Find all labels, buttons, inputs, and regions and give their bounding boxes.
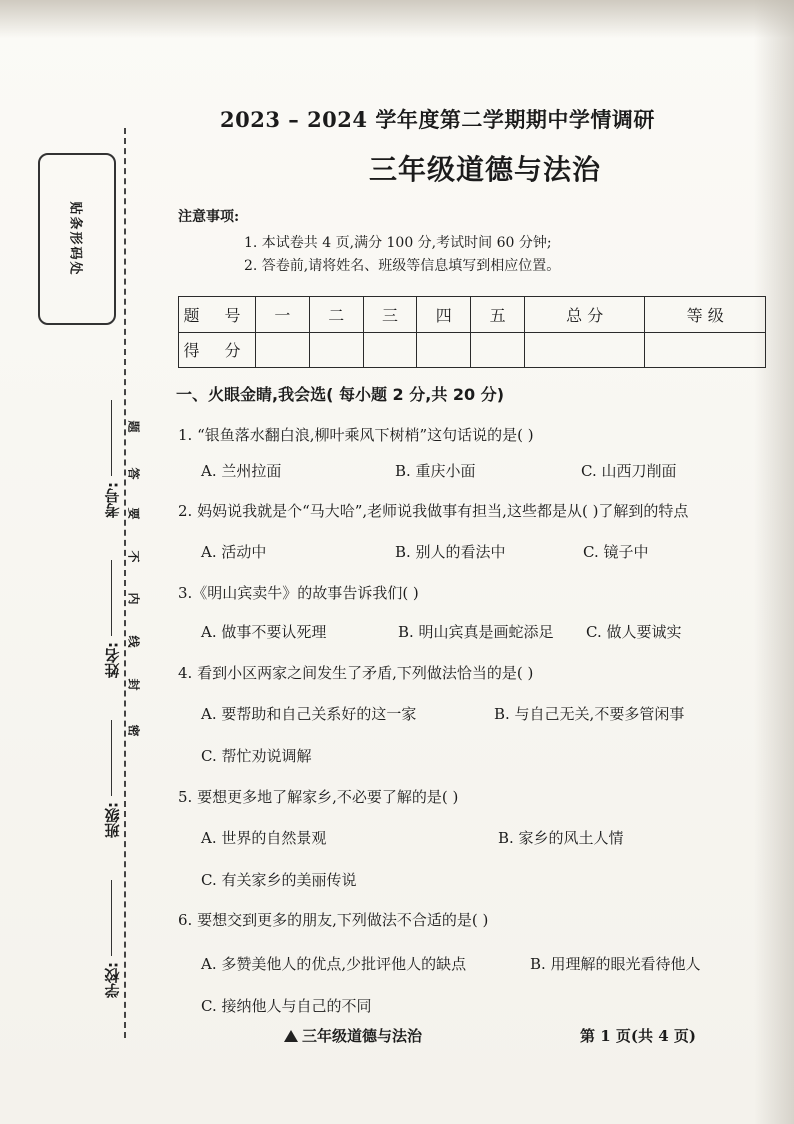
question-stem: 3.《明山宾卖牛》的故事告诉我们( ) — [178, 584, 419, 602]
answer-option[interactable]: A. 多赞美他人的优点,少批评他人的缺点 — [201, 955, 467, 973]
seal-char: 封 — [126, 678, 141, 691]
answer-option[interactable]: C. 做人要诚实 — [586, 623, 682, 641]
score-input-cell[interactable] — [363, 332, 417, 368]
score-cell: 得 分 — [179, 332, 256, 368]
exam-number-field[interactable]: 考号: — [102, 400, 122, 518]
score-cell: 二 — [309, 297, 363, 333]
score-input-cell[interactable] — [524, 332, 644, 368]
answer-option[interactable]: B. 别人的看法中 — [395, 543, 506, 561]
answer-option[interactable]: A. 做事不要认死理 — [201, 623, 327, 641]
score-input-cell[interactable] — [309, 332, 363, 368]
page-number: 第 1 页(共 4 页) — [580, 1027, 696, 1045]
score-cell: 三 — [363, 297, 417, 333]
answer-option[interactable]: B. 明山宾真是画蛇添足 — [398, 623, 554, 641]
score-cell: 题 号 — [179, 297, 256, 333]
barcode-area — [38, 153, 116, 325]
score-header-row — [179, 297, 766, 333]
score-input-cell[interactable] — [471, 332, 525, 368]
question-stem: 5. 要想更多地了解家乡,不必要了解的是( ) — [178, 788, 459, 806]
answer-option[interactable]: B. 与自己无关,不要多管闲事 — [494, 705, 685, 723]
score-cell: 等 级 — [645, 297, 766, 333]
score-table — [178, 296, 766, 368]
answer-option[interactable]: C. 帮忙劝说调解 — [201, 747, 312, 765]
score-input-cell[interactable] — [645, 332, 766, 368]
exam-title: 2023 – 2024 学年度第二学期期中学情调研 — [220, 107, 655, 132]
answer-option[interactable]: C. 镜子中 — [583, 543, 649, 561]
score-value-row — [179, 332, 766, 368]
score-cell: 总 分 — [524, 297, 644, 333]
seal-char: 密 — [126, 724, 141, 737]
answer-option[interactable]: A. 世界的自然景观 — [201, 829, 327, 847]
school-field[interactable]: 学校: — [102, 880, 122, 998]
barcode-label: 贴条形码处 — [67, 201, 83, 277]
answer-option[interactable]: C. 山西刀削面 — [581, 462, 677, 480]
subject-title: 三年级道德与法治 — [368, 153, 601, 186]
seal-char: 题 — [126, 420, 141, 433]
score-input-cell[interactable] — [417, 332, 471, 368]
seal-line — [124, 128, 126, 1038]
score-cell: 四 — [417, 297, 471, 333]
scan-shadow-top — [0, 0, 794, 38]
score-cell: 五 — [471, 297, 525, 333]
seal-char: 不 — [126, 550, 141, 563]
answer-option[interactable]: C. 有关家乡的美丽传说 — [201, 871, 357, 889]
score-input-cell[interactable] — [256, 332, 310, 368]
answer-option[interactable]: A. 兰州拉面 — [201, 462, 282, 480]
seal-char: 内 — [126, 592, 141, 605]
seal-char: 要 — [126, 507, 141, 520]
answer-option[interactable]: A. 要帮助和自己关系好的这一家 — [201, 705, 417, 723]
score-cell: 一 — [256, 297, 310, 333]
notice-item: 2. 答卷前,请将姓名、班级等信息填写到相应位置。 — [244, 258, 561, 274]
answer-option[interactable]: B. 用理解的眼光看待他人 — [530, 955, 701, 973]
notice-item: 1. 本试卷共 4 页,满分 100 分,考试时间 60 分钟; — [244, 235, 552, 251]
question-stem: 6. 要想交到更多的朋友,下列做法不合适的是( ) — [178, 911, 489, 929]
footer-subject: 三年级道德与法治 — [284, 1025, 422, 1046]
answer-option[interactable]: B. 重庆小面 — [395, 462, 476, 480]
question-stem: 4. 看到小区两家之间发生了矛盾,下列做法恰当的是( ) — [178, 664, 534, 682]
triangle-logo-icon — [284, 1030, 298, 1042]
name-field[interactable]: 姓名: — [102, 560, 122, 678]
question-stem: 2. 妈妈说我就是个“马大哈”,老师说我做事有担当,这些都是从( )了解到的特点 — [178, 502, 689, 520]
scan-shadow-right — [754, 0, 794, 1124]
section-title: 一、火眼金睛,我会选( 每小题 2 分,共 20 分) — [176, 385, 505, 404]
answer-option[interactable]: B. 家乡的风土人情 — [498, 829, 624, 847]
class-field[interactable]: 班级: — [102, 720, 122, 838]
seal-char: 答 — [126, 467, 141, 480]
question-stem: 1. “银鱼落水翻白浪,柳叶乘风下树梢”这句话说的是( ) — [178, 426, 534, 444]
notice-heading: 注意事项: — [178, 209, 240, 225]
answer-option[interactable]: A. 活动中 — [201, 543, 267, 561]
seal-char: 线 — [126, 635, 141, 648]
answer-option[interactable]: C. 接纳他人与自己的不同 — [201, 997, 372, 1015]
